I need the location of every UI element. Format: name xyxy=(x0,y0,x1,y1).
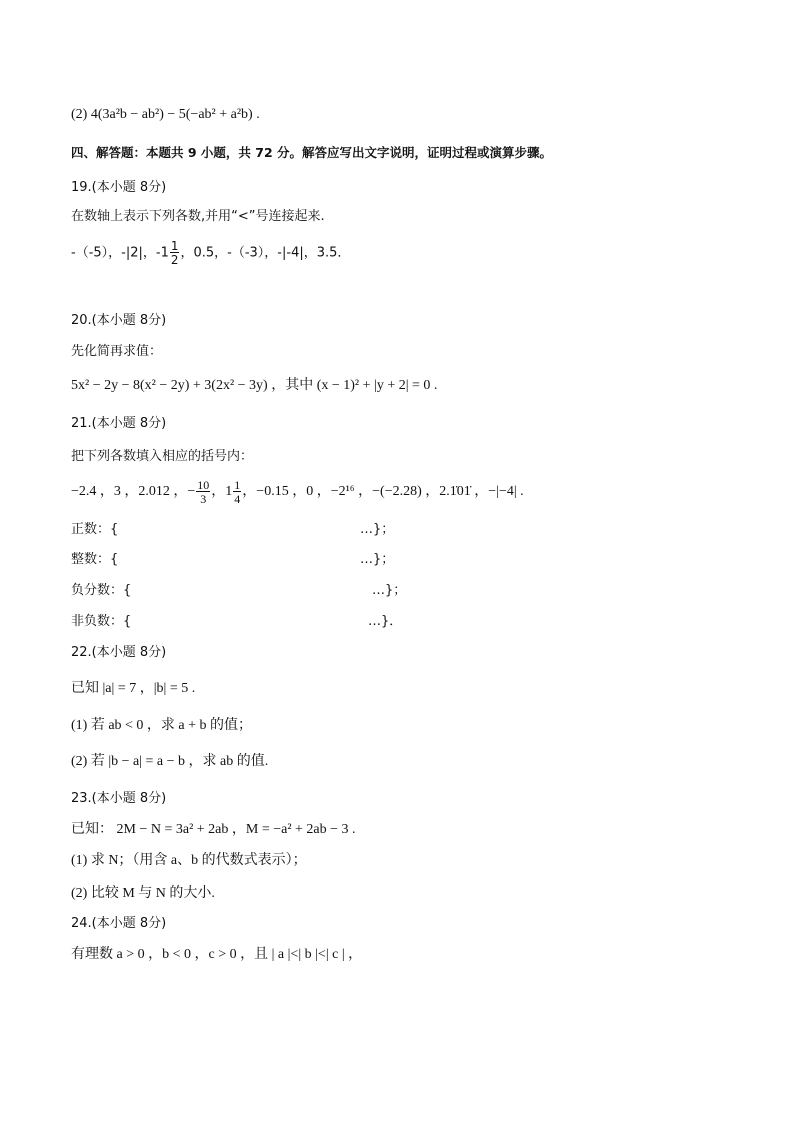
q21-numbers xyxy=(71,476,524,508)
q19-numbers xyxy=(71,240,350,267)
q22-part2: (2) 若 |b − a| = a − b ，求 ab 的值. xyxy=(71,754,269,769)
q24-header: 24.(本小题 8分) xyxy=(71,916,167,931)
frac-denominator: 2 xyxy=(170,253,179,267)
q21-prompt: 把下列各数填入相应的括号内： xyxy=(71,449,254,464)
section-heading: 四、解答题：本题共 9 小题，共 72 分。解答应写出文字说明，证明过程或演算步骤。 xyxy=(71,145,553,160)
q20-header: 20.(本小题 8分) xyxy=(71,313,167,328)
blank-negative-fraction-end: …}； xyxy=(372,583,407,598)
frac-numerator: 1 xyxy=(170,239,179,253)
frac-numerator: 1 xyxy=(234,477,241,492)
q23-part2: (2) 比较 M 与 N 的大小. xyxy=(71,886,215,901)
blank-positive-label: 正数：{ xyxy=(71,522,119,537)
blank-negative-fraction-label: 负分数：{ xyxy=(71,583,132,598)
q21-numbers-part1: −2.4 ，3 ，2.012 ，− xyxy=(71,484,196,499)
fraction-one-quarter xyxy=(233,479,241,505)
frac-numerator: 10 xyxy=(197,477,210,492)
q23-header: 23.(本小题 8分) xyxy=(71,791,167,806)
blank-integer-label: 整数：{ xyxy=(71,552,119,567)
blank-non-negative-label: 非负数：{ xyxy=(71,614,132,629)
q20-prompt: 先化简再求值： xyxy=(71,344,163,359)
frac-denominator: 3 xyxy=(200,491,207,506)
q21-numbers-part3: ，−0.15 ，0 ，−2¹⁶ ，−(−2.28) ，2.1̇01̇ ，−|−4| . xyxy=(242,484,524,499)
blank-integer-end: …}； xyxy=(360,552,395,567)
q18-part2-expression: (2) 4(3a²b − ab²) − 5(−ab² + a²b) . xyxy=(71,107,260,122)
q19-numbers-post: ，0.5，-（-3），-|-4|，3.5． xyxy=(180,245,351,261)
q19-header: 19.(本小题 8分) xyxy=(71,180,167,195)
q20-expression: 5x² − 2y − 8(x² − 2y) + 3(2x² − 3y) ，其中 (x − 1)² + |y + 2| = 0 . xyxy=(71,378,438,393)
fraction-one-half xyxy=(170,240,180,266)
q22-part1: (1) 若 ab < 0 ，求 a + b 的值； xyxy=(71,718,253,733)
frac-denominator: 4 xyxy=(234,491,241,506)
q23-given: 已知： 2M − N = 3a² + 2ab ，M = −a² + 2ab − 3 . xyxy=(71,822,356,837)
q23-part1: (1) 求 N；（用含 a、b 的代数式表示）； xyxy=(71,853,307,868)
q22-header: 22.(本小题 8分) xyxy=(71,645,167,660)
q24-given: 有理数 a > 0 ，b < 0 ，c > 0 ，且 | a |<| b |<| c | ， xyxy=(71,947,363,962)
blank-non-negative-end: …}． xyxy=(368,614,403,629)
q21-numbers-part2: ，1 xyxy=(211,484,233,499)
q22-given: 已知 |a| = 7 ，|b| = 5 . xyxy=(71,681,196,696)
blank-positive-end: …}； xyxy=(360,522,395,537)
q19-prompt: 在数轴上表示下列各数,并用“<”号连接起来. xyxy=(71,209,325,224)
q21-header: 21.(本小题 8分) xyxy=(71,416,167,431)
fraction-ten-thirds xyxy=(196,479,210,505)
q19-numbers-pre: -（-5），-|2|，-1 xyxy=(71,245,169,261)
